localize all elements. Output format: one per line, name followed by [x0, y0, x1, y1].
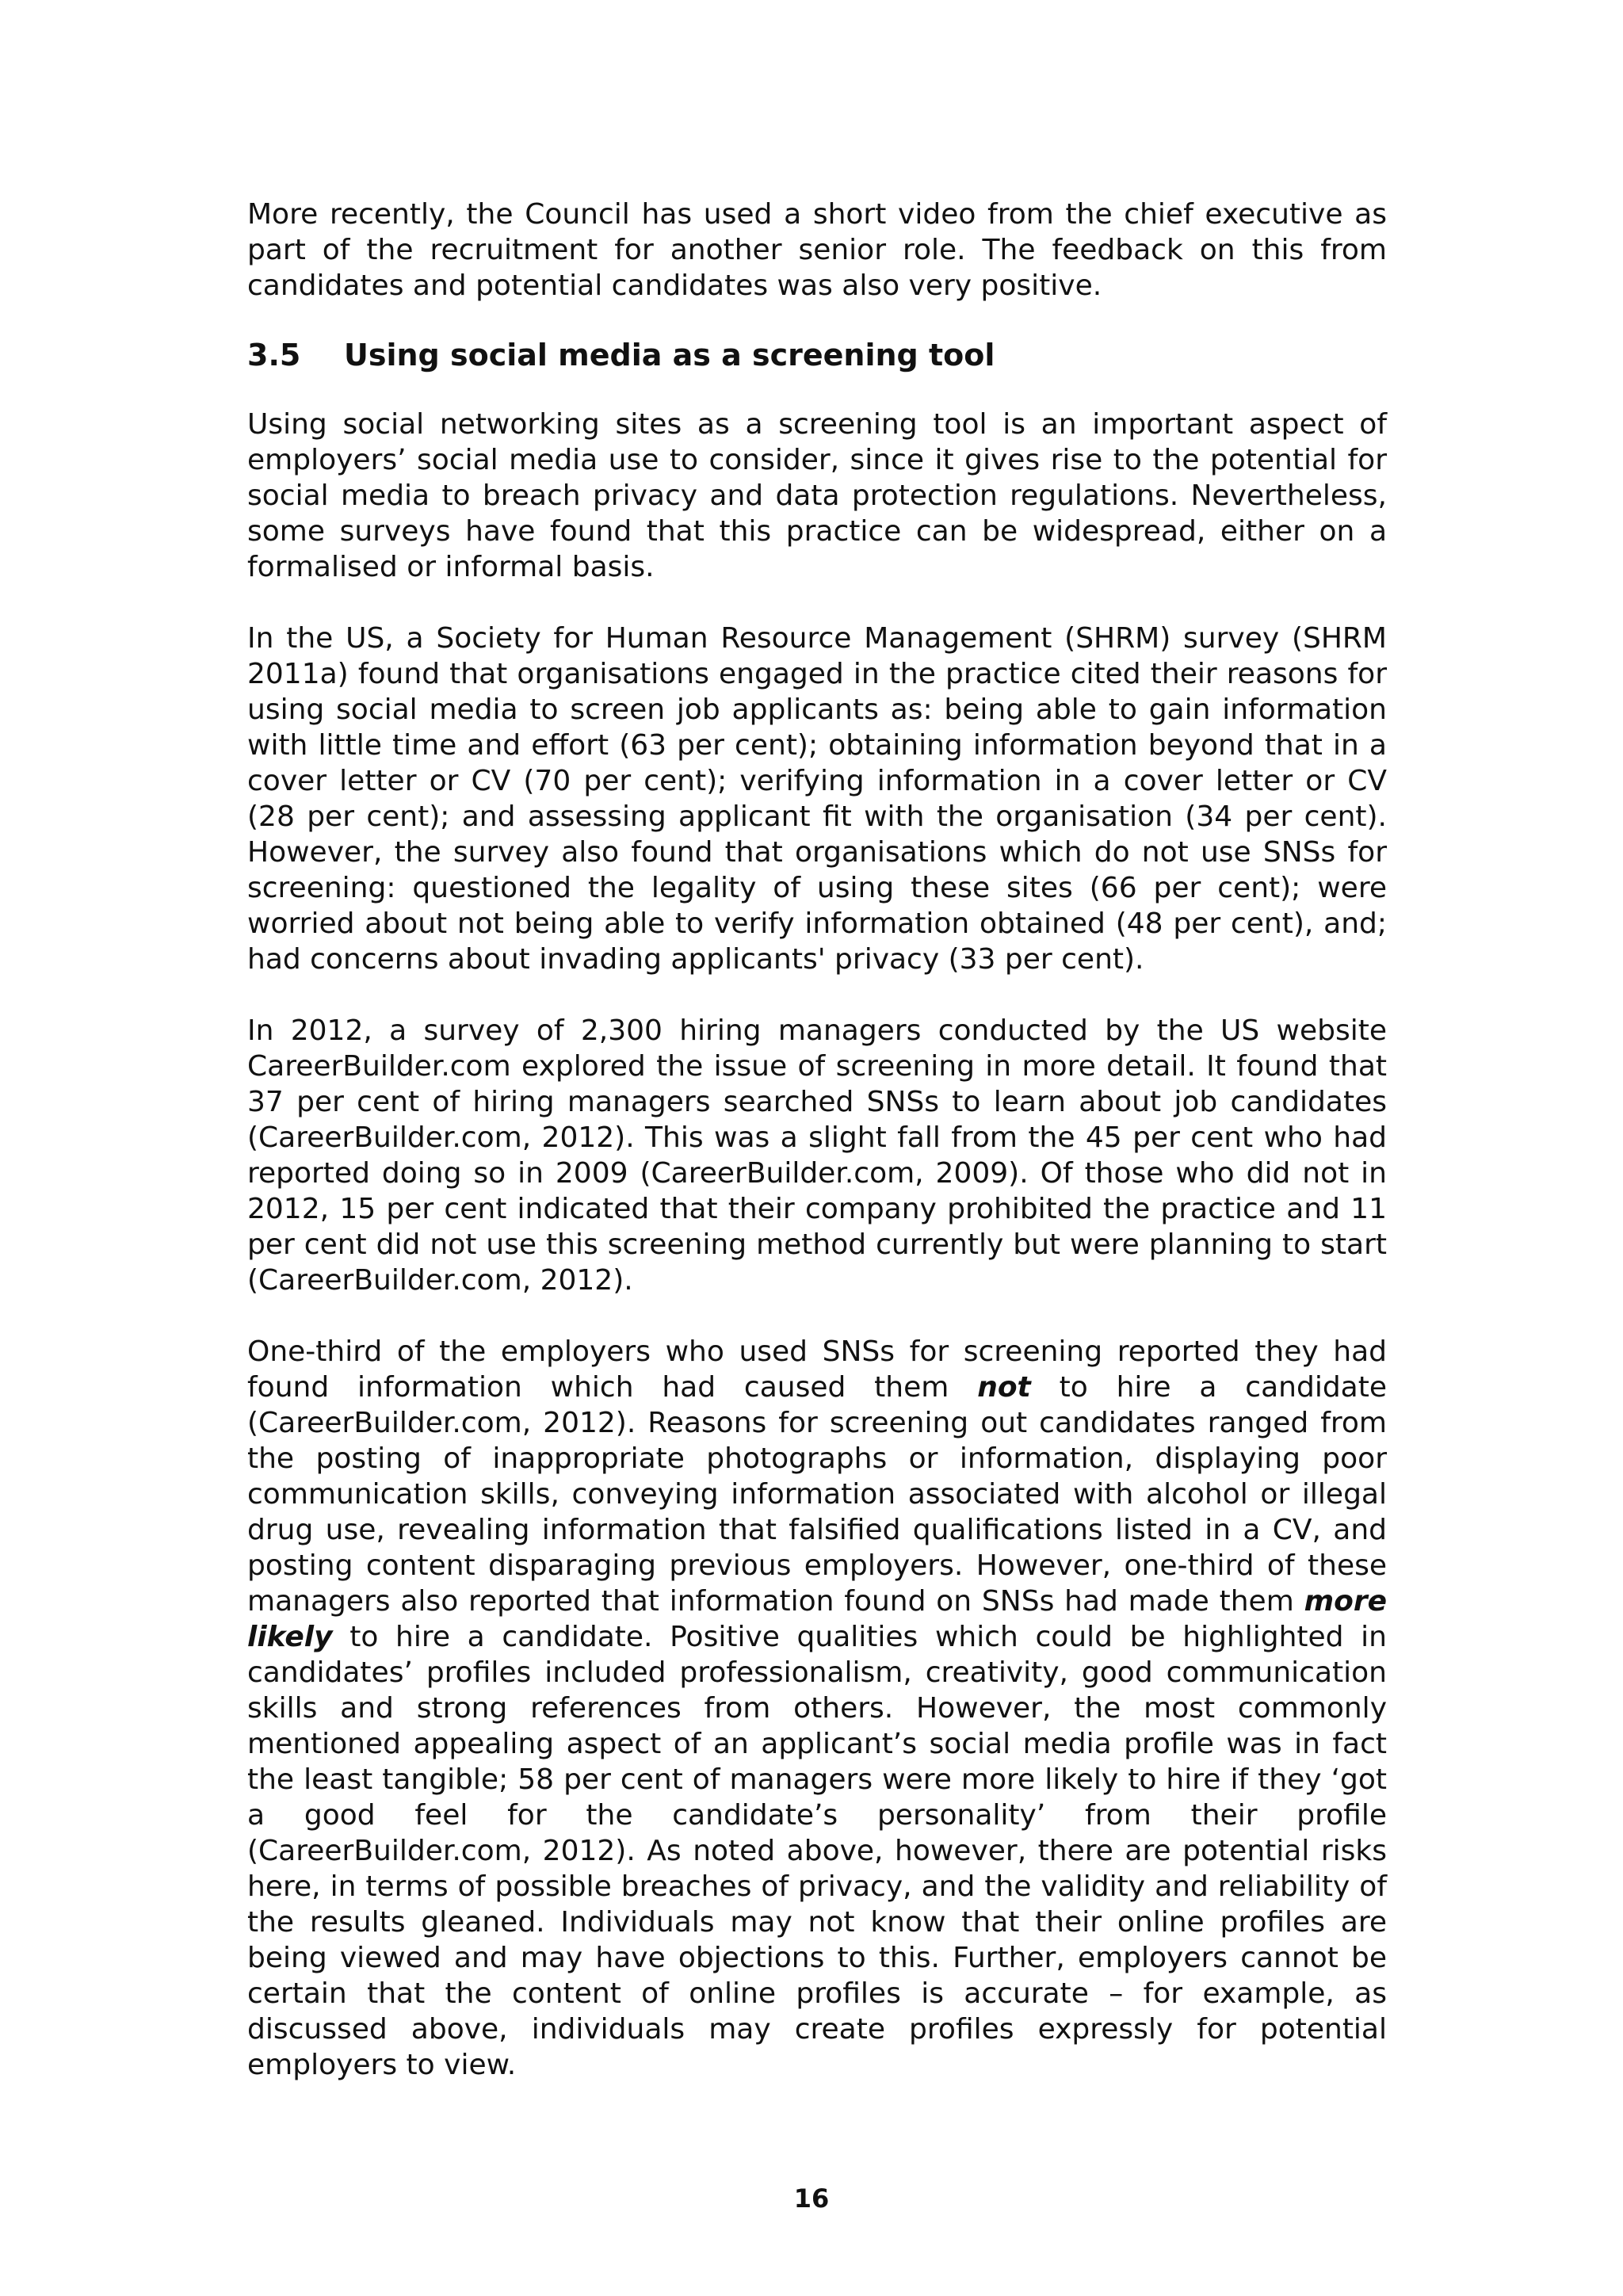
section-heading — [247, 336, 1387, 374]
paragraph-text-segment: One-third of the employers who used SNSs for screening reported they had found information which had caused them — [247, 1335, 1387, 1404]
intro-paragraph: More recently, the Council has used a short video from the chief executive as part of the recruitment for another senior role. The feedback on this from candidates and potential candidates was also very positive. — [247, 198, 1387, 302]
paragraph-screening-outcomes — [247, 1334, 1387, 2083]
paragraph-text-segment: to hire a candidate (CareerBuilder.com, 2012). Reasons for screening out candidates ranged from the posting of inappropriate photographs or information, displaying poor communication skills, conveying information associated with alcohol or illegal drug use, revealing information that falsified qualifications listed in a CV, and posting content disparaging previous employers. However, one-third of these managers also reported that information found on SNSs had made them — [247, 1371, 1388, 1618]
emphasis-not: not — [977, 1371, 1031, 1404]
paragraph-shrm-survey: In the US, a Society for Human Resource Management (SHRM) survey (SHRM 2011a) found that organisations engaged in the practice cited their reasons for using social media to screen job applicants as: being able to gain information with little time and effort (63 per cent); obtaining information beyond that in a cover letter or CV (70 per cent); verifying information in a cover letter or CV (28 per cent); and assessing applicant fit with the organisation (34 per cent). However, the survey also found that organisations which do not use SNSs for screening: questioned the legality of using these sites (66 per cent); were worried about not being able to verify information obtained (48 per cent), and; had concerns about invading applicants' privacy (33 per cent). — [247, 622, 1387, 976]
section-title: Using social media as a screening tool — [344, 338, 995, 372]
section-number: 3.5 — [247, 338, 301, 372]
page-body — [247, 197, 1387, 2083]
paragraph-careerbuilder-survey: In 2012, a survey of 2,300 hiring managers conducted by the US website CareerBuilder.com explored the issue of screening in more detail. It found that 37 per cent of hiring managers searched SNSs to learn about job candidates (CareerBuilder.com, 2012). This was a slight fall from the 45 per cent who had reported doing so in 2009 (CareerBuilder.com, 2009). Of those who did not in 2012, 15 per cent indicated that their company prohibited the practice and 11 per cent did not use this screening method currently but were planning to start (CareerBuilder.com, 2012). — [247, 1014, 1387, 1297]
paragraph-screening-intro: Using social networking sites as a screening tool is an important aspect of employers’ social media use to consider, since it gives rise to the potential for social media to breach privacy and data protection regulations. Nevertheless, some surveys have found that this practice can be widespread, either on a formalised or informal basis. — [247, 408, 1387, 583]
emphasis-more-likely: more likely — [247, 1585, 1387, 1653]
section-heading-wrapper — [247, 336, 1387, 374]
paragraph-text-segment: to hire a candidate. Positive qualities which could be highlighted in candidates’ profiles included professionalism, creativity, good communication skills and strong references from others. However, the most commonly mentioned appealing aspect of an applicant’s social media profile was in fact the least tangible; 58 per cent of managers were more likely to hire if they ‘got a good feel for the candidate’s personality’ from their profile (CareerBuilder.com, 2012). As noted above, however, there are potential risks here, in terms of possible breaches of privacy, and the validity and reliability of the results gleaned. Individuals may not know that their online profiles are being viewed and may have objections to this. Further, employers cannot be certain that the content of online profiles is accurate – for example, as discussed above, individuals may create profiles expressly for potential employers to view. — [247, 1621, 1387, 2081]
page-number: 16 — [793, 2183, 830, 2214]
